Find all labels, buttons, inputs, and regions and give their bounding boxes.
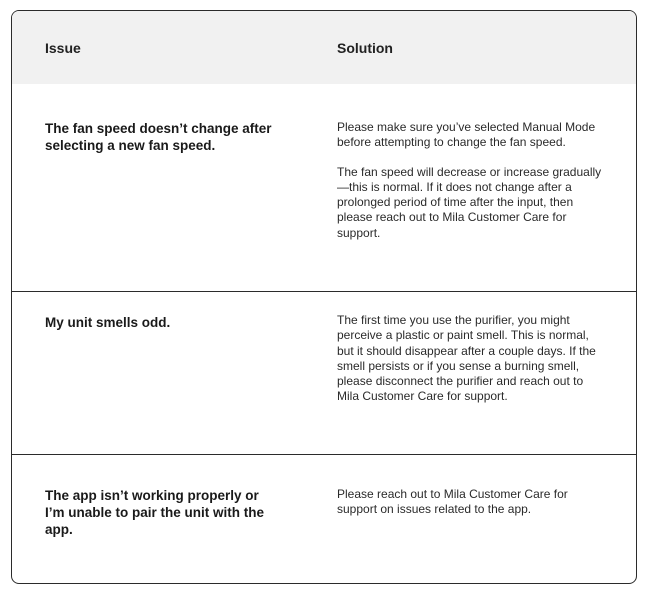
solution-paragraph: The fan speed will decrease or increase gradually—this is normal. If it does not change after a prolonged period of time after the input, then please reach out to Mila Customer Care for support. [337,164,602,240]
solution-text [337,313,607,419]
table-row [12,84,636,291]
table-row [12,291,636,455]
solution-paragraph: The first time you use the purifier, you might perceive a plastic or paint smell. This is normal, but it should disappear after a couple days. If the smell persists or if you sense a burning smell, please disconnect the purifier and reach out to Mila Customer Care for support. [337,313,596,404]
issue-text: The app isn’t working properly or I’m unable to pair the unit with the app. [45,488,264,537]
troubleshooting-table [11,10,637,584]
issue-text: The fan speed doesn’t change after selecting a new fan speed. [45,121,272,153]
solution-paragraph: Please reach out to Mila Customer Care for support on issues related to the app. [337,487,568,517]
solution-paragraph: Please make sure you’ve selected Manual Mode before attempting to change the fan speed. [337,120,596,150]
table-row [12,454,636,584]
table-header [12,11,636,84]
solution-column-header: Solution [337,40,393,56]
solution-text [337,487,607,532]
issue-text: My unit smells odd. [45,315,171,330]
solution-text [337,120,607,255]
issue-column-header: Issue [45,40,81,56]
